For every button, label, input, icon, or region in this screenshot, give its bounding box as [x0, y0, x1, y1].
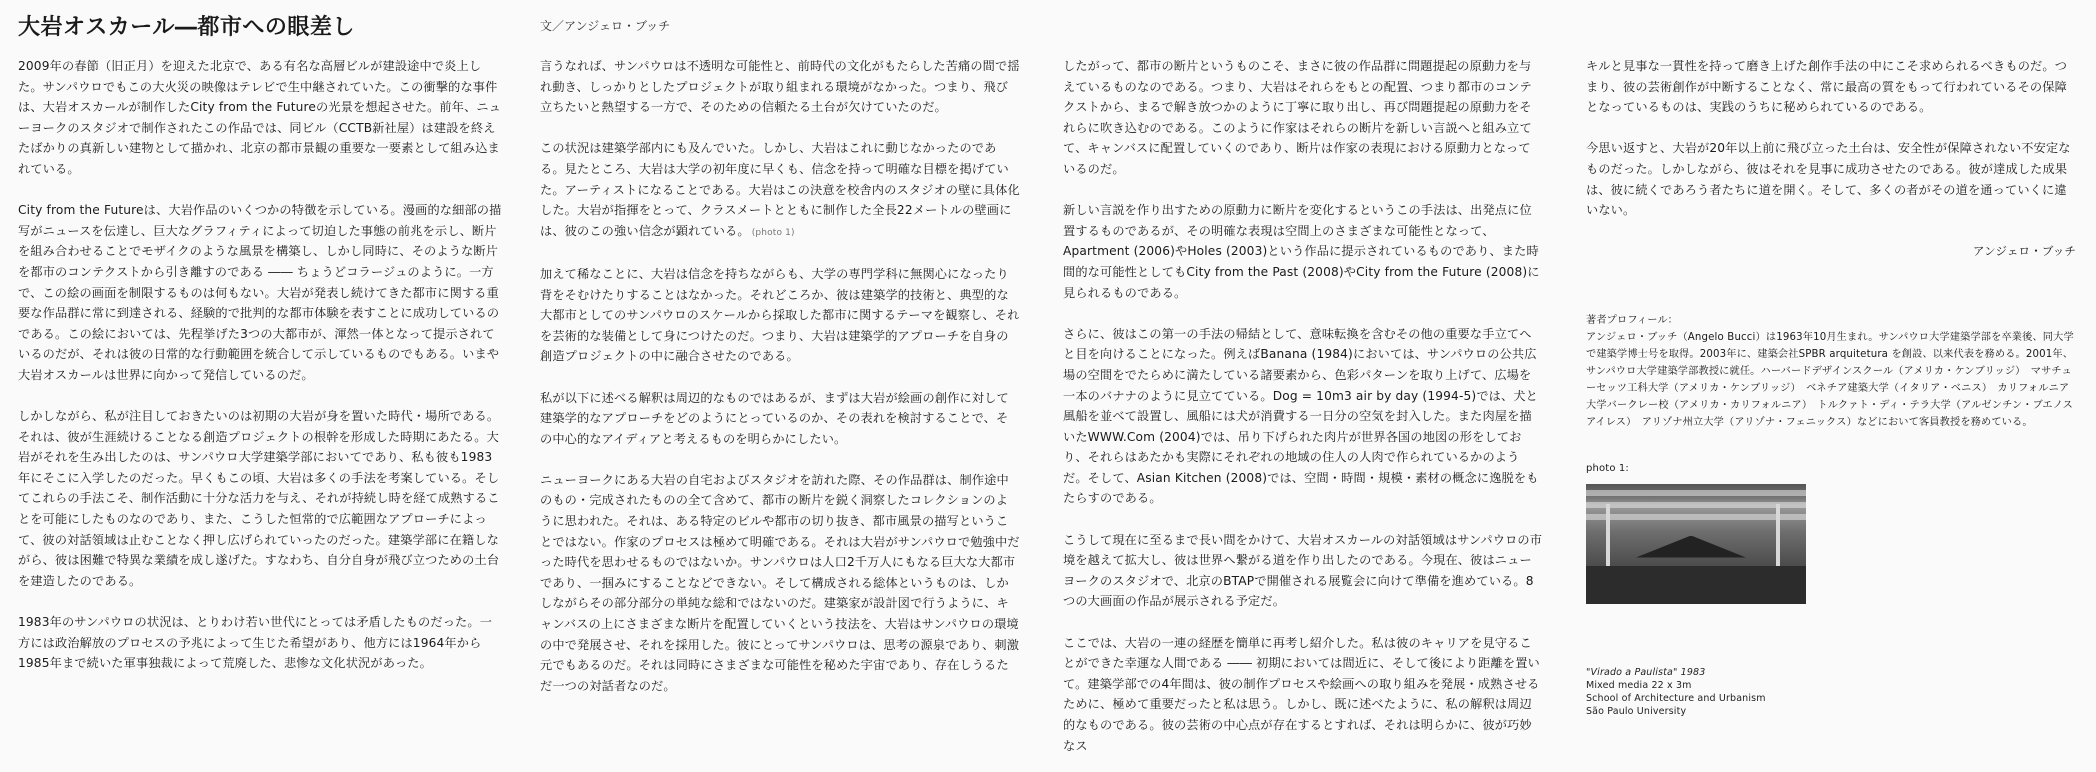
mural-photo: [1586, 484, 1806, 604]
paragraph: 今思い返すと、大岩が20年以上前に飛び立った土台は、安全性が保障されない不安定なものだった。しかしながら、彼はそれを見事に成功させたのである。彼が達成した成果は、彼に続くであろう者たちに道を開く。そして、多くの者がその道を通っていくに違いない。: [1586, 141, 2071, 218]
caption-line: School of Architecture and Urbanism: [1586, 692, 1766, 704]
paragraph: しかしながら、私が注目しておきたいのは初期の大岩が身を置いた時代・場所である。それは、彼が生涯続けることなる創造プロジェクトの根幹を形成した時期にあたる。大岩がそれを生み出したのは、サンパウロ大学建築学部においてであり、私も彼も1983年にそこに入学したのだった。早くもこの頃、大岩は多くの手法を考案している。そしてこれらの手法こそ、制作活動に十分な活力を与え、それが持続し時を経て成熟することを可能にしたものなのであり、また、こうした恒常的で広範囲なアプローチによって、彼の対話領域は止むことなく押し広げられていったのだった。建築学部に在籍しながら、彼は困難で特異な業績を成し遂げた。すなわち、自分自身が飛び立つための土台を建造したのである。: [18, 409, 500, 588]
paragraph: キルと見事な一貫性を持って磨き上げた創作手法の中にこそ求められるべきものだ。つまり、彼の芸術創作が中断することなく、常に最高の質をもって行われているその保障となっているものは、実践のうちに秘められているのである。: [1586, 59, 2068, 115]
author-profile: [1586, 312, 2076, 431]
paragraph: さらに、彼はこの第一の手法の帰結として、意味転換を含むその他の重要な手立てへと目を向けることになった。例えばBanana (1984)においては、サンパウロの公共広場の空間をでたらめに満たしている諸要素から、色彩パターンを取り上げて、広場を一本のバナナのように見立てている。Dog = 10m3 air by day (1994-5)では、犬と風船を並べて設置し、風船には犬が消費する一日分の空気を封入した。また肉屋を描いたWWW.Com (2004)では、吊り下げられた肉片が世界各国の地図の形をしており、それらはあたかも実際にそれぞれの地域の住人の人肉で作られているかのようだ。そして、Asian Kitchen (2008)では、空間・時間・規模・素材の概念に逸脱をもたらすのである。: [1063, 326, 1539, 506]
caption-line: Mixed media 22 x 3m: [1586, 679, 1692, 691]
caption-line: São Paulo University: [1586, 705, 1687, 717]
paragraph: ここでは、大岩の一連の経歴を簡単に再考し紹介した。私は彼のキャリアを見守ることができた幸運な人間である ―― 初期においては間近に、そして後により距離を置いて。建築学部での4年間は、彼の制作プロセスや絵画への取り組みを発展・成熟させるために、極めて重要だったと私は思う。しかし、既に述べたように、私の解釈は周辺的なものである。彼の芸術の中心点が存在するとすれば、それは明らかに、彼が巧妙なス: [1063, 635, 1540, 753]
text-column-1: [18, 56, 502, 768]
caption-title: "Virado a Paulista" 1983: [1586, 666, 1706, 678]
article-title: 大岩オスカール―都市への眼差し: [18, 15, 355, 40]
paragraph: 加えて稀なことに、大岩は信念を持ちながらも、大学の専門学科に無関心になったり背をそむけたりすることはなかった。それどころか、彼は建築学的技術と、典型的な大都市としてのサンパウロのスケールから採取した都市に関するテーマを観察し、それを芸術的な装備として身につけたのだ。つまり、大岩は建築学的アプローチを自身の創造プロジェクトの中に融合させたのである。: [540, 266, 1020, 364]
text-column-2: [540, 56, 1020, 768]
paragraph: 言うなれば、サンパウロは不透明な可能性と、前時代の文化がもたらした苦痛の間で揺れ動き、しっかりとしたプロジェクトが取り組まれる環境がなかった。つまり、飛び立ちたいと熱望する一方で、そのための信頼たる土台が欠けていたのだ。: [540, 59, 1020, 115]
profile-label: 著者プロフィール：: [1586, 314, 1679, 326]
author-byline: 文／アンジェロ・ブッチ: [540, 19, 671, 33]
paragraph: 私が以下に述べる解釈は周辺的なものではあるが、まずは大岩が絵画の創作に対して建築学的なアプローチをどのようにとっているのか、その表れを検討することで、その中心的なアイディアと考えるものを明らかにしたい。: [540, 390, 1009, 446]
paragraph: したがって、都市の断片というものこそ、まさに彼の作品群に問題提起の原動力を与えているものなのである。つまり、大岩はそれらをもとの配置、つまり都市のコンテクストから、まるで解き放つかのように丁寧に取り出し、再び問題提起の原動力をそれらに吹き込むのである。このように作家はそれらの断片を新しい言説へと組み立てて、キャンバスに配置していくのであり、断片は作家の表現における原動力となっているのだ。: [1063, 59, 1532, 176]
paragraph: 1983年のサンパウロの状況は、とりわけ若い世代にとっては矛盾したものだった。一方には政治解放のプロセスの予兆によって生じた希望があり、他方には1964年から1985年まで続いた軍事独裁によって荒廃した、悲惨な文化状況があった。: [18, 615, 493, 671]
paragraph-text: この状況は建築学部内にも及んでいた。しかし、大岩はこれに動じなかったのである。見たところ、大岩は大学の初年度に早くも、信念を持って明確な目標を掲げていた。アーティストになることである。大岩はこの決意を校舎内のスタジオの壁に具体化した。大岩が指揮をとって、クラスメートとともに制作した全長22メートルの壁画には、彼のこの強い信念が顕れている。: [540, 141, 1020, 238]
photo-caption: [1586, 666, 2076, 718]
paragraph: 2009年の春節（旧正月）を迎えた北京で、ある有名な高層ビルが建設途中で炎上した。サンパウロでもこの大火災の映像はテレビで生中継されていた。この衝撃的な事件は、大岩オスカールが制作したCity from the Futureの光景を想起させた。前年、ニューヨークのスタジオで制作されたこの作品では、同ビル（CCTB新社屋）は建設を終えたばかりの真新しい建物として描かれ、北京の都市景観の重要な一要素として組み込まれている。: [18, 59, 502, 176]
paragraph: 新しい言説を作り出すための原動力に断片を変化するというこの手法は、出発点に位置するものであるが、その明確な表現は空間上のさまざまな可能性となって、Apartment (2006)やHoles (2003)という作品に提示されているものであり、また時間的な可能性としてもCity from the Past (2008)やCity from the Future (2008)に見られるものである。: [1063, 203, 1540, 300]
text-column-3: [1063, 56, 1543, 768]
paragraph: City from the Futureは、大岩作品のいくつかの特徴を示している。漫画的な細部の描写がニュースを伝達し、巨大なグラフィティによって切迫した事態の前兆を示し、断片を組み合わせることでモザイクのような風景を構築し、しかし同時に、そのような断片を都市のコンテクストから引き離すのである ―― ちょうどコラージュのように。一方で、この絵の画面を制限するものは何もない。大岩が発表し続けてきた都市に関する重要な作品群に常に到達される、経験的で批判的な都市体験を表すことに成功しているのである。この絵においては、先程挙げた3つの大都市が、渾然一体となって提示されているのだが、それは彼の日常的な行動範囲を統合して示しているものでもある。いまや大岩オスカールは世界に向かって発信しているのだ。: [18, 203, 502, 382]
paragraph: ニューヨークにある大岩の自宅およびスタジオを訪れた際、その作品群は、制作途中のもの・完成されたものの全て含めて、都市の断片を鋭く洞察したコレクションのように思われた。それは、ある特定のビルや都市の切り抜き、都市風景の描写ということではない。作家のプロセスは極めて明確である。それは大岩がサンパウロで勉強中だった時代を思わせるものではないか。サンパウロは人口2千万人にもなる巨大な大都市であり、一掴みにすることなどできない。そして構成される総体というものは、しかしながらその部分部分の単純な総和ではないのだ。建築家が設計図で行うように、キャンバスの上にさまざまな断片を配置していくという技法を、大岩はサンパウロの環境の中で発展させ、それを採用した。彼にとってサンパウロは、思考の源泉であり、刺激元でもあるのだ。それは同時にさまざまな可能性を秘めた宇宙であり、存在しうるただ一つの対話者なのだ。: [540, 472, 1020, 693]
photo-label: photo 1:: [1586, 462, 1629, 474]
paragraph: [540, 138, 1020, 243]
text-column-4: [1586, 56, 2076, 768]
author-signature: アンジェロ・ブッチ: [1972, 244, 2076, 259]
paragraph: こうして現在に至るまで長い間をかけて、大岩オスカールの対話領域はサンパウロの市境を越えて拡大し、彼は世界へ繋がる道を作り出したのである。今現在、彼はニューヨークのスタジオで、北京のBTAPで開催される展覧会に向けて準備を進めている。8つの大画面の作品が展示される予定だ。: [1063, 532, 1543, 609]
photo-reference: (photo 1): [751, 227, 795, 238]
profile-text: アンジェロ・ブッチ（Angelo Bucci）は1963年10月生まれ。サンパウロ大学建築学部を卒業後、同大学で建築学博士号を取得。2003年に、建築会社SPBR arquitetura を創設、以来代表を務める。2001年、サンパウロ大学建築学部教授に就任。ハーバードデザインスクール（アメリカ・ケンブリッジ） マサチューセッツ工科大学（アメリカ・ケンブリッジ） ベネチア建築大学（イタリア・ベニス） カリフォルニア大学バークレー校（アメリカ・カリフォルニア） トルクァト・ディ・テラ大学（アルゼンチン・ブエノスアイレス） アリゾナ州立大学（アリゾナ・フェニックス）などにおいて客員教授を務めている。: [1586, 331, 2074, 428]
